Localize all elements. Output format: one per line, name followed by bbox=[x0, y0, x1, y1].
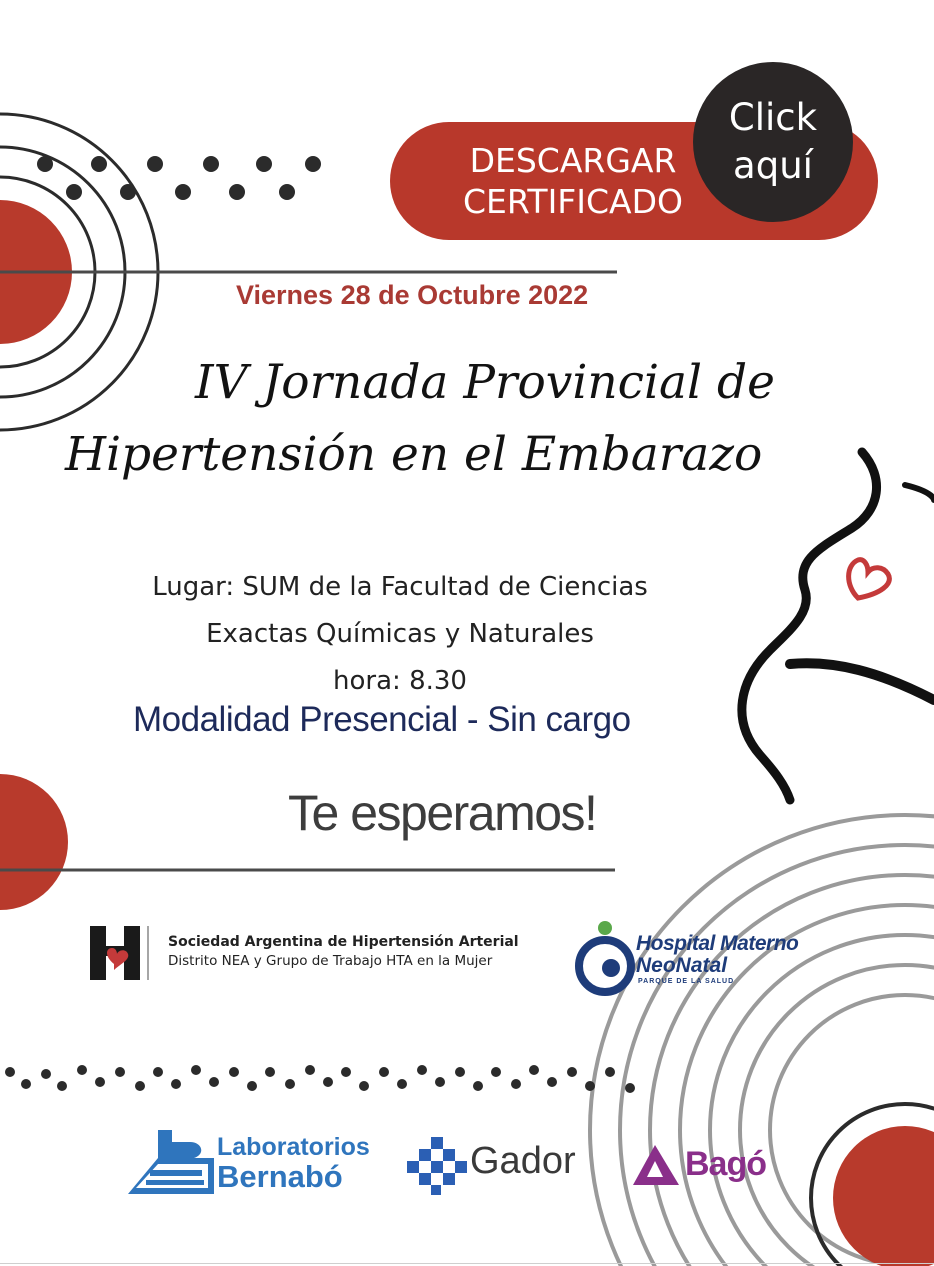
bottom-right-red-circle bbox=[833, 1126, 934, 1266]
hospital-organizer bbox=[636, 932, 798, 985]
sponsor-bago: Bagó bbox=[685, 1145, 766, 1183]
heart-outline bbox=[849, 560, 890, 598]
event-time: hora: 8.30 bbox=[333, 666, 467, 696]
bottom-divider bbox=[0, 1263, 934, 1264]
bernabo-logo-icon bbox=[128, 1128, 214, 1198]
hospital-tagline: PARQUE DE LA SALUD bbox=[638, 978, 735, 985]
click-here-button[interactable] bbox=[693, 62, 853, 222]
event-date: Viernes 28 de Octubre 2022 bbox=[236, 280, 589, 310]
sponsor-bernabo bbox=[217, 1132, 370, 1192]
click-here-line2: aquí bbox=[733, 144, 813, 187]
bago-logo-icon bbox=[633, 1143, 681, 1187]
greeting-text: Te esperamos! bbox=[288, 785, 597, 841]
venue-line2: Exactas Químicas y Naturales bbox=[206, 619, 594, 649]
bottom-dots bbox=[5, 1065, 635, 1093]
top-dots bbox=[37, 156, 321, 200]
hospital-name-2: NeoNatal bbox=[636, 954, 728, 977]
event-venue bbox=[120, 564, 680, 705]
bernabo-line2: Bernabó bbox=[217, 1159, 343, 1194]
sah-organizer bbox=[168, 934, 519, 969]
venue-line1: Lugar: SUM de la Facultad de Ciencias bbox=[152, 572, 648, 602]
download-button-label: DESCARGAR CERTIFICADO bbox=[462, 141, 684, 221]
event-modality: Modalidad Presencial - Sin cargo bbox=[133, 700, 631, 739]
gador-logo-icon bbox=[407, 1135, 467, 1195]
sah-subtitle: Distrito NEA y Grupo de Trabajo HTA en la Mujer bbox=[168, 953, 493, 969]
sah-logo-icon bbox=[90, 924, 156, 984]
pregnancy-silhouette bbox=[742, 452, 934, 800]
middle-left-red-half-circle bbox=[0, 774, 68, 910]
bernabo-line1: Laboratorios bbox=[217, 1133, 370, 1161]
hospital-logo-icon bbox=[575, 920, 639, 996]
sponsor-gador: Gador bbox=[470, 1140, 576, 1182]
sah-name: Sociedad Argentina de Hipertensión Arterial bbox=[168, 934, 519, 950]
click-here-line1: Click bbox=[728, 96, 818, 139]
hospital-name: Hospital Materno bbox=[636, 932, 799, 955]
event-title-line1: IV Jornada Provincial de bbox=[195, 355, 775, 410]
event-title-line2: Hipertensión en el Embarazo bbox=[65, 427, 763, 482]
